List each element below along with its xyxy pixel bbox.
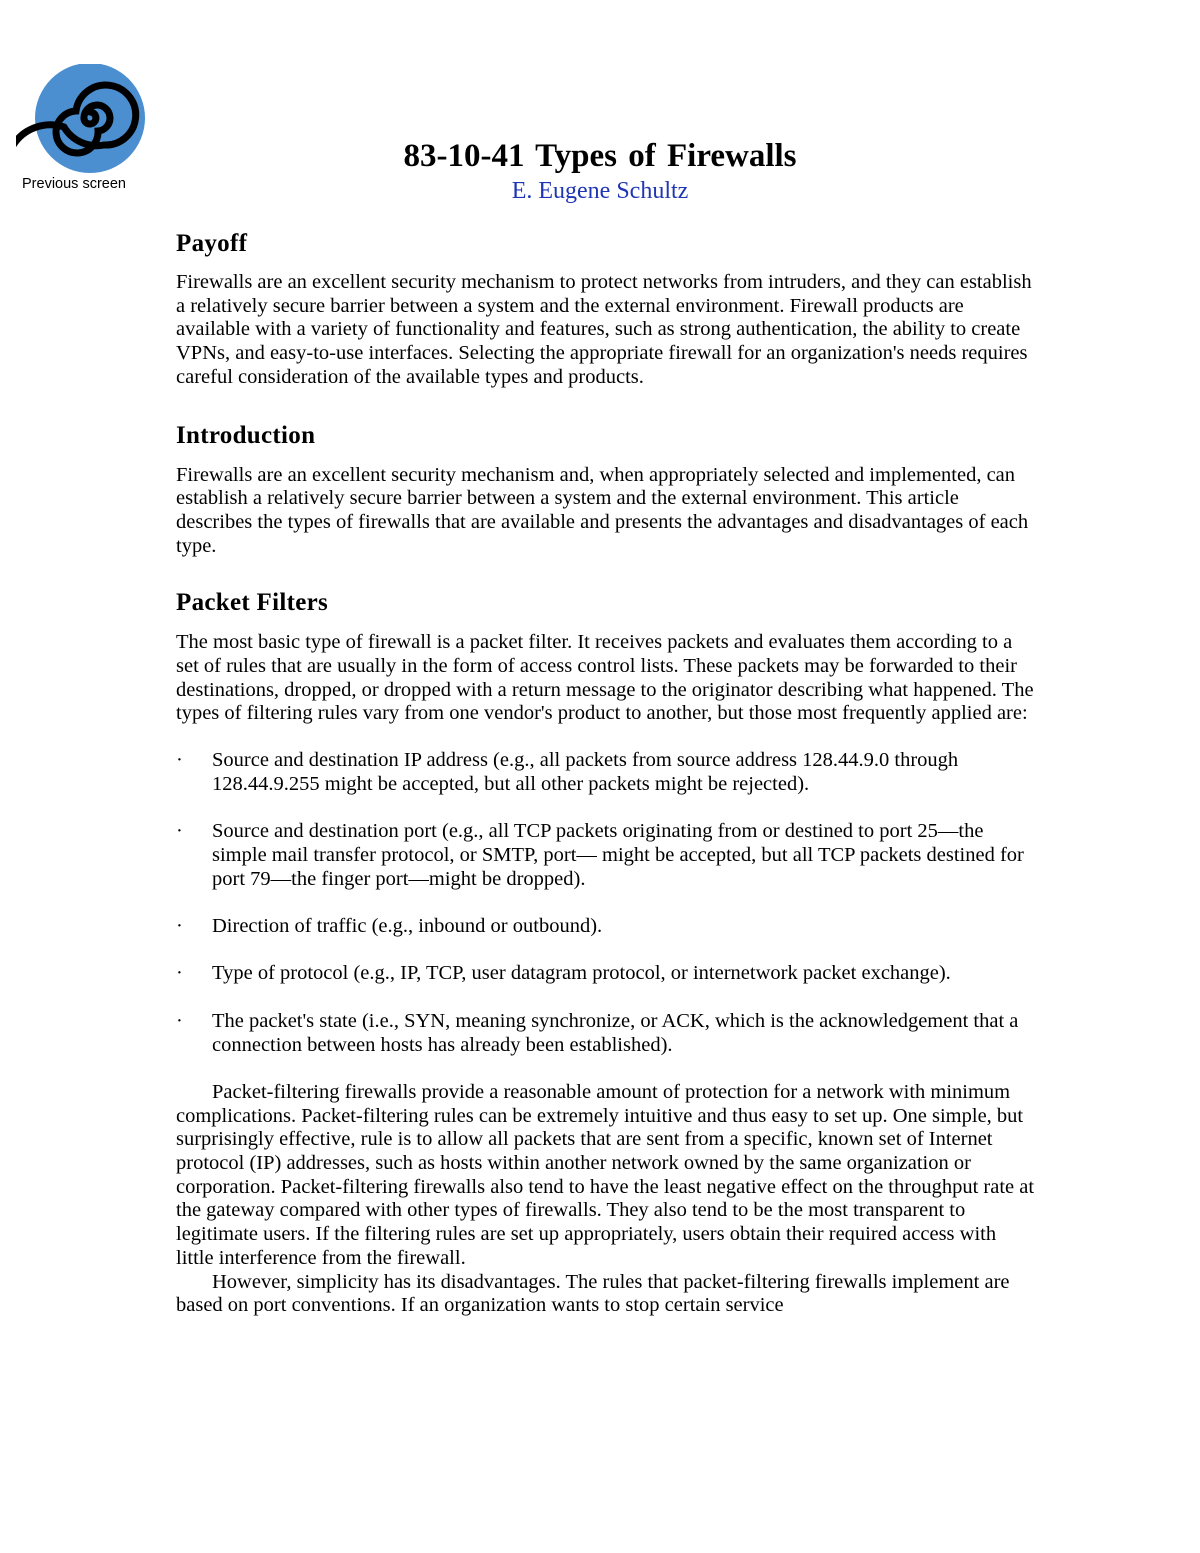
packet-filters-paragraph-disadvantages: However, simplicity has its disadvantages. The rules that packet-filtering firewalls implement are based on port conventions. If an organization wants to stop certain service — [176, 1270, 1010, 1317]
list-item-text: Source and destination port (e.g., all TCP packets originating from or destined to port 25—the simple mail transfer protocol, or SMTP, port— might be accepted, but all TCP packets destined for port 79—the finger port—might be dropped). — [212, 820, 1024, 890]
packet-filters-heading: Packet Filters — [176, 589, 329, 617]
introduction-section — [176, 418, 1036, 559]
introduction-heading: Introduction — [176, 421, 316, 449]
list-item — [176, 915, 1036, 939]
list-item-text: The packet's state (i.e., SYN, meaning synchronize, or ACK, which is the acknowledgement that a connection between hosts has already been established). — [212, 1009, 1019, 1056]
packet-filters-intro: The most basic type of firewall is a packet filter. It receives packets and evaluates them according to a set of rules that are usually in the form of access control lists. These packets may be forwarded to their destinations, dropped, or dropped with a return message to the originator describing what happened. The types of filtering rules vary from one vendor's product to another, but those most frequently applied are: — [176, 631, 1034, 725]
bullet-marker: · — [176, 749, 183, 772]
bullet-marker: · — [176, 1009, 183, 1032]
article-body — [176, 224, 1036, 1318]
list-item-text: Source and destination IP address (e.g., all packets from source address 128.44.9.0 through 128.44.9.255 might be accepted, but all other packets might be rejected). — [212, 749, 959, 795]
introduction-paragraph: Firewalls are an excellent security mechanism and, when appropriately selected and implemented, can establish a relatively secure barrier between a system and the external environment. This article describes the types of firewalls that are available and presents the advantages and disadvantages of each type. — [176, 463, 1029, 557]
list-item — [176, 749, 1036, 796]
bullet-marker: · — [176, 820, 183, 843]
bullet-marker: · — [176, 962, 183, 985]
filter-rules-list — [176, 749, 1036, 1057]
payoff-section — [176, 226, 1036, 390]
list-item — [176, 962, 1036, 986]
packet-filters-section — [176, 585, 1036, 1318]
packet-filters-paragraph-advantages: Packet-filtering firewalls provide a reasonable amount of protection for a network with minimum complications. Packet-filtering rules can be extremely intuitive and thus easy to set up. One simple, but surprisingly effective, rule is to allow all packets that are sent from a specific, known set of Internet protocol (IP) addresses, such as hosts within another network owned by the same organization or corporation. Packet-filtering firewalls also tend to have the least negative effect on the throughput rate at the gateway compared with other types of firewalls. They also tend to be the most transparent to legitimate users. If the filtering rules are set up appropriately, users obtain their required access with little interference from the firewall. — [176, 1080, 1035, 1269]
list-item-text: Type of protocol (e.g., IP, TCP, user datagram protocol, or internetwork packet exchange). — [212, 962, 951, 985]
list-item-text: Direction of traffic (e.g., inbound or outbound). — [212, 915, 603, 938]
list-item — [176, 820, 1036, 891]
payoff-paragraph: Firewalls are an excellent security mechanism to protect networks from intruders, and they can establish a relatively secure barrier between a system and the external environment. Firewall products are available with a variety of functionality and features, such as strong authentication, the ability to create VPNs, and easy-to-use interfaces. Selecting the appropriate firewall for an organization's needs requires careful consideration of the available types and products. — [176, 271, 1032, 388]
previous-screen-label[interactable]: Previous screen — [22, 176, 126, 192]
list-item — [176, 1010, 1036, 1057]
payoff-heading: Payoff — [176, 230, 248, 257]
page-title: 83-10-41 Types of Firewalls — [403, 138, 797, 174]
bullet-marker: · — [176, 915, 183, 938]
author-name: E. Eugene Schultz — [511, 178, 689, 204]
